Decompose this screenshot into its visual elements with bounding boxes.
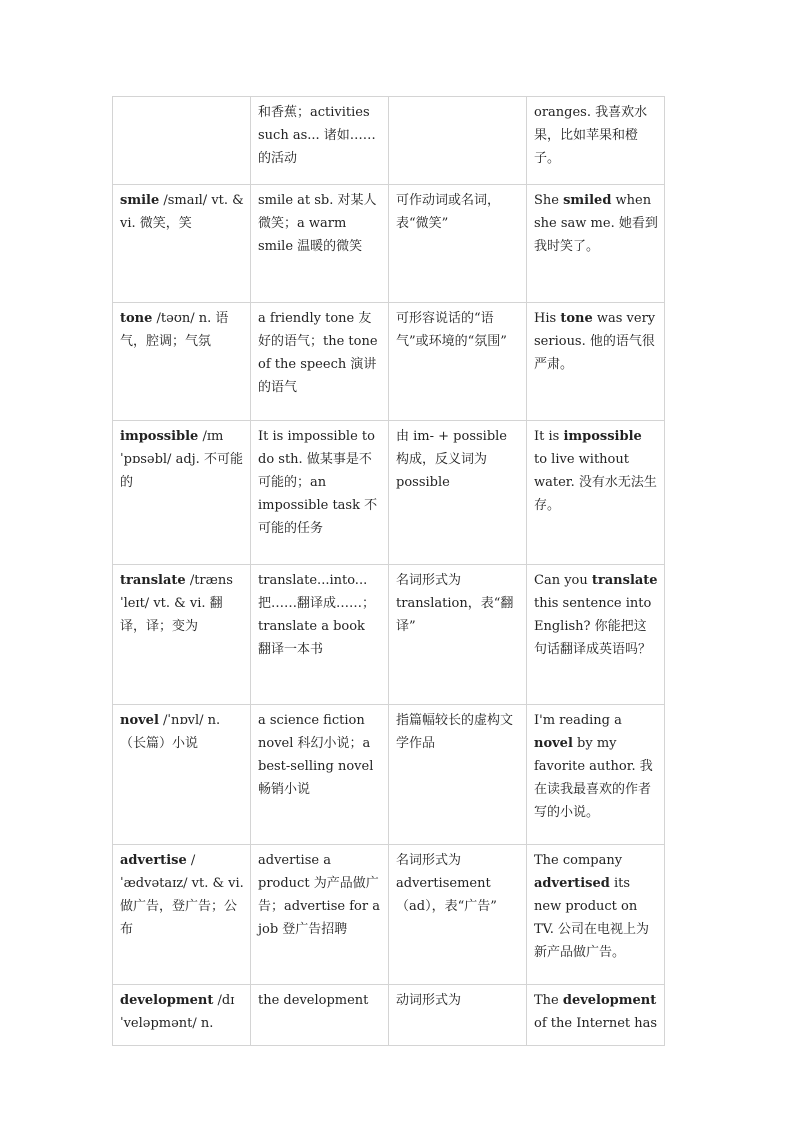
word-cell — [113, 185, 251, 303]
word-cell — [113, 303, 251, 421]
collocation-cell: smile at sb. 对某人微笑；a warm smile 温暖的微笑 — [251, 185, 389, 303]
pronunciation-definition: /ˈnɒvl/ n. （长篇）小说 — [120, 713, 221, 751]
headword: impossible — [120, 429, 199, 444]
example-cell: She smiled when she saw me. 她看到我时笑了。 — [527, 185, 665, 303]
table-row — [113, 705, 665, 845]
table-row — [113, 97, 665, 185]
example-cell: It is impossible to live without water. 没有水无法生存。 — [527, 421, 665, 565]
usage-note-cell — [389, 97, 527, 185]
vocabulary-table-body — [113, 97, 665, 1046]
headword: translate — [120, 573, 186, 588]
word-cell — [113, 985, 251, 1046]
headword: development — [120, 993, 214, 1008]
table-row — [113, 421, 665, 565]
pronunciation-definition: /smaɪl/ vt. & vi. 微笑，笑 — [120, 193, 244, 231]
example-cell: Can you translate this sentence into English? 你能把这句话翻译成英语吗？ — [527, 565, 665, 705]
usage-note-cell: 指篇幅较长的虚构文学作品 — [389, 705, 527, 845]
word-cell — [113, 421, 251, 565]
usage-note-cell: 名词形式为 translation，表“翻译” — [389, 565, 527, 705]
example-cell: The development of the Internet has — [527, 985, 665, 1046]
pronunciation-definition: /trænsˈleɪt/ vt. & vi. 翻译，译；变为 — [120, 573, 233, 634]
usage-note-cell: 可作动词或名词，表“微笑” — [389, 185, 527, 303]
vocabulary-table — [112, 96, 665, 1046]
table-row — [113, 303, 665, 421]
table-row — [113, 185, 665, 303]
collocation-cell: the development — [251, 985, 389, 1046]
usage-note-cell: 名词形式为 advertisement（ad），表“广告” — [389, 845, 527, 985]
example-cell: I'm reading a novel by my favorite author. 我在读我最喜欢的作者写的小说。 — [527, 705, 665, 845]
word-cell — [113, 97, 251, 185]
pronunciation-definition: /təʊn/ n. 语气，腔调；气氛 — [120, 311, 229, 349]
collocation-cell: 和香蕉；activities such as... 诸如……的活动 — [251, 97, 389, 185]
collocation-cell: translate...into... 把……翻译成……；translate a book 翻译一本书 — [251, 565, 389, 705]
pronunciation-definition: /ˈædvətaɪz/ vt. & vi. 做广告，登广告；公布 — [120, 853, 244, 937]
headword: novel — [120, 713, 159, 728]
table-row — [113, 845, 665, 985]
usage-note-cell: 可形容说话的“语气”或环境的“氛围” — [389, 303, 527, 421]
headword: tone — [120, 311, 153, 326]
collocation-cell: a friendly tone 友好的语气；the tone of the speech 演讲的语气 — [251, 303, 389, 421]
collocation-cell: It is impossible to do sth. 做某事是不可能的；an impossible task 不可能的任务 — [251, 421, 389, 565]
word-cell — [113, 705, 251, 845]
usage-note-cell: 由 im- + possible 构成，反义词为 possible — [389, 421, 527, 565]
pronunciation-definition: /dɪˈveləpmənt/ n. — [120, 993, 235, 1031]
pronunciation-definition: /ɪmˈpɒsəbl/ adj. 不可能的 — [120, 429, 243, 490]
word-cell — [113, 845, 251, 985]
headword: advertise — [120, 853, 187, 868]
example-cell: The company advertised its new product on TV. 公司在电视上为新产品做广告。 — [527, 845, 665, 985]
word-cell — [113, 565, 251, 705]
collocation-cell: advertise a product 为产品做广告；advertise for a job 登广告招聘 — [251, 845, 389, 985]
table-row — [113, 565, 665, 705]
table-row — [113, 985, 665, 1046]
example-cell: oranges. 我喜欢水果，比如苹果和橙子。 — [527, 97, 665, 185]
example-cell: His tone was very serious. 他的语气很严肃。 — [527, 303, 665, 421]
headword: smile — [120, 193, 160, 208]
usage-note-cell: 动词形式为 — [389, 985, 527, 1046]
collocation-cell: a science fiction novel 科幻小说；a best-selling novel 畅销小说 — [251, 705, 389, 845]
